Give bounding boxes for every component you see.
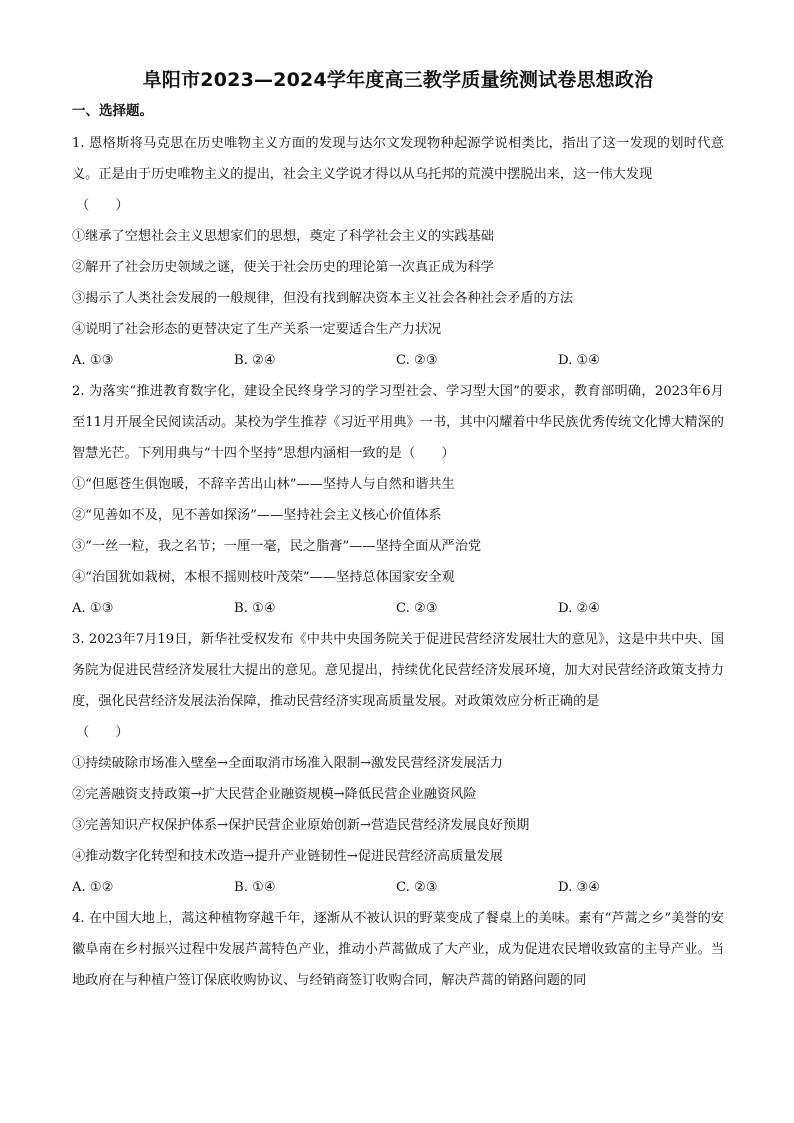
option-b: B. ①④: [234, 880, 276, 895]
statement-item: ②“见善如不及，见不善如探汤”——坚持社会主义核心价值体系: [72, 508, 442, 523]
option-c: C. ②③: [396, 601, 438, 616]
option-b: B. ②④: [234, 353, 276, 368]
statement-item: ③完善知识产权保护体系→保护民营企业原始创新→营造民营经济发展良好预期: [72, 818, 530, 833]
section-heading: 一、选择题。: [72, 103, 153, 119]
option-c: C. ②③: [396, 353, 438, 368]
statement-item: ①继承了空想社会主义思想家们的思想，奠定了科学社会主义的实践基础: [72, 229, 494, 244]
question-1: [72, 128, 724, 376]
option-a: A. ①③: [72, 353, 114, 368]
statement-item: ③揭示了人类社会发展的一般规律，但没有找到解决资本主义社会各种社会矛盾的方法: [72, 291, 574, 306]
answer-options: [72, 872, 724, 903]
statement-item: ④“治国犹如栽树，本根不摇则枝叶茂荣”——坚持总体国家安全观: [72, 570, 455, 585]
option-c: C. ②③: [396, 880, 438, 895]
answer-options: [72, 345, 724, 376]
answer-parentheses: （ ）: [76, 198, 129, 213]
question-stem: 1. 恩格斯将马克思在历史唯物主义方面的发现与达尔文发现物种起源学说相类比，指出了这一发现的划时代意义。正是由于历史唯物主义的提出，社会主义学说才得以从乌托邦的荒漠中摆脱出来，这一伟大发现: [72, 136, 724, 182]
statement-item: ④说明了社会形态的更替决定了生产关系一定要适合生产力状况: [72, 322, 442, 337]
statement-item: ①持续破除市场准入壁垒→全面取消市场准入限制→激发民营经济发展活力: [72, 756, 503, 771]
statement-item: ④推动数字化转型和技术改造→提升产业链韧性→促进民营经济高质量发展: [72, 849, 503, 864]
statement-item: ①“但愿苍生俱饱暖，不辞辛苦出山林”——坚持人与自然和谐共生: [72, 477, 455, 492]
option-b: B. ①④: [234, 601, 276, 616]
option-a: A. ①③: [72, 601, 114, 616]
question-4: [72, 903, 724, 996]
question-3: [72, 624, 724, 903]
question-stem: 3. 2023年7月19日，新华社受权发布《中共中央国务院关于促进民营经济发展壮大的意见》，这是中共中央、国务院为促进民营经济发展壮大提出的意见。意见提出，持续优化民营经济发展环境，加大对民营经济政策支持力度，强化民营经济发展法治保障，推动民营经济实现高质量发展。对政策效应分析正确的是: [72, 632, 724, 709]
question-stem: 2. 为落实“推进教育数字化，建设全民终身学习的学习型社会、学习型大国”的要求，教育部明确，2023年6月至11月开展全民阅读活动。某校为学生推荐《习近平用典》一书，其中闪耀着中华民族优秀传统文化博大精深的智慧光芒。下列用典与“十四个坚持”思想内涵相一致的是（ ）: [72, 384, 724, 461]
option-a: A. ①②: [72, 880, 114, 895]
question-2: [72, 376, 724, 624]
option-d: D. ③④: [558, 880, 601, 895]
statement-item: ②完善融资支持政策→扩大民营企业融资规模→降低民营企业融资风险: [72, 787, 477, 802]
option-d: D. ①④: [558, 353, 601, 368]
answer-parentheses: （ ）: [76, 725, 129, 740]
statement-item: ③“一丝一粒，我之名节；一厘一毫，民之脂膏”——坚持全面从严治党: [72, 539, 482, 554]
option-d: D. ②④: [558, 601, 601, 616]
question-stem: 4. 在中国大地上，蒿这种植物穿越千年，逐渐从不被认识的野菜变成了餐桌上的美味。素有“芦蒿之乡”美誉的安徽阜南在乡村振兴过程中发展芦蒿特色产业，推动小芦蒿做成了大产业，成为促进农民增收致富的主导产业。当地政府在与种植户签订保底收购协议、与经销商签订收购合同，解决芦蒿的销路问题的同: [72, 911, 724, 988]
statement-item: ②解开了社会历史领域之谜，使关于社会历史的理论第一次真正成为科学: [72, 260, 494, 275]
exam-title: 阜阳市2023—2024学年度高三教学质量统测试卷思想政治: [142, 69, 654, 91]
answer-options: [72, 593, 724, 624]
